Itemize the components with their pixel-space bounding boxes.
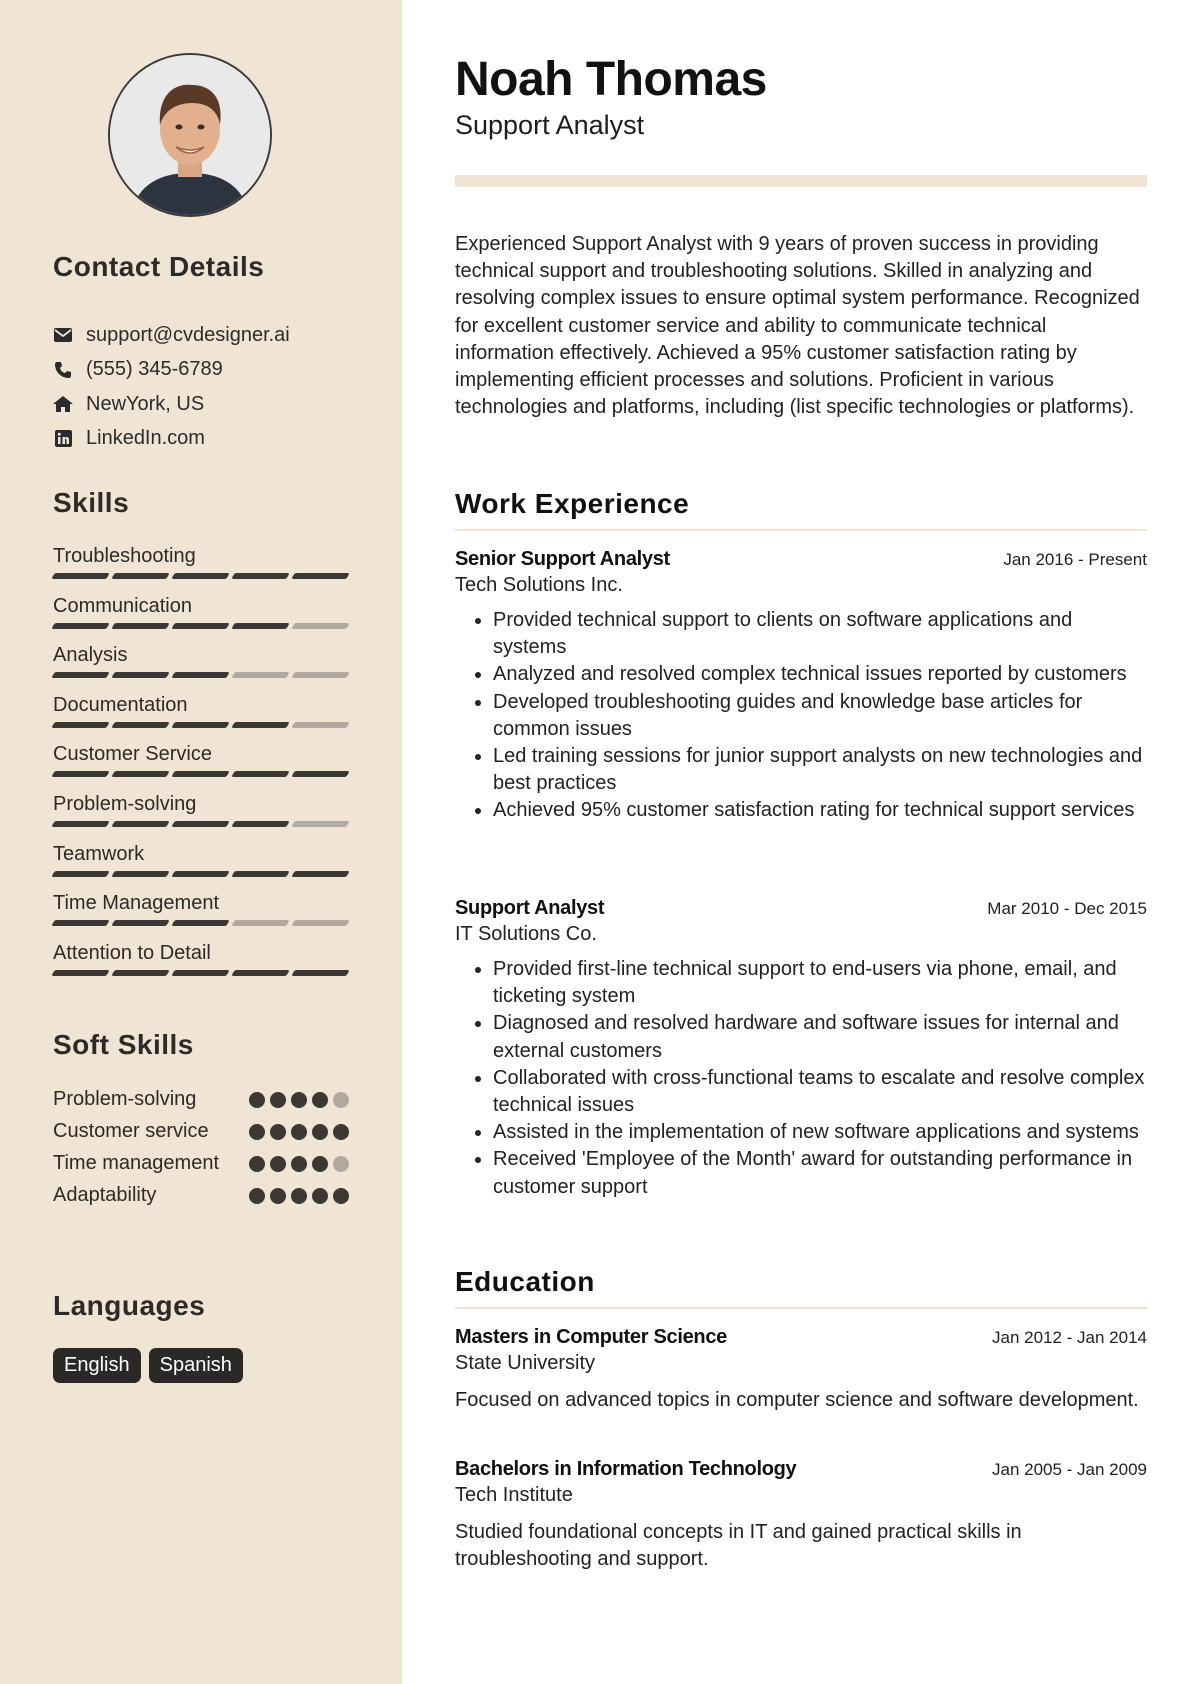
skill-level-bars bbox=[53, 920, 349, 926]
job-bullet: • Developed troubleshooting guides and knowledge base articles for common issues bbox=[493, 689, 1147, 743]
degree-name: Bachelors in Information Technology bbox=[455, 1458, 797, 1480]
skill-level-segment bbox=[231, 970, 289, 976]
soft-skill-item bbox=[53, 1086, 349, 1113]
skill-level-segment bbox=[171, 573, 229, 579]
profile-summary: Experienced Support Analyst with 9 years of proven success in providing technical support and troubleshooting solutions. Skilled in analyzing and resolving complex issues to ensure optimal system performance. Recognized for excellent customer service and ability to communicate technical information effectively. Achieved a 95% customer satisfaction rating by implementing efficient processes and solutions. Proficient in various technologies and platforms, including (list specific technologies or platforms). bbox=[455, 233, 1140, 419]
soft-skill-level-dot bbox=[291, 1124, 307, 1140]
job-role: Senior Support Analyst bbox=[455, 548, 670, 570]
skill-item bbox=[53, 890, 349, 940]
job-bullet: • Diagnosed and resolved hardware and software issues for internal and external customers bbox=[493, 1010, 1147, 1064]
soft-skill-level-dot bbox=[291, 1156, 307, 1172]
avatar bbox=[108, 53, 272, 217]
contact-linkedin[interactable] bbox=[53, 422, 353, 457]
skill-name: Communication bbox=[53, 594, 192, 617]
contact-linkedin-text: LinkedIn.com bbox=[86, 427, 205, 450]
language-badge: Spanish bbox=[149, 1348, 243, 1383]
skill-item bbox=[53, 940, 349, 990]
contact-list bbox=[53, 318, 353, 456]
soft-skill-level-dot bbox=[291, 1092, 307, 1108]
skill-level-bars bbox=[53, 821, 349, 827]
contact-heading: Contact Details bbox=[53, 251, 265, 282]
skill-name: Problem-solving bbox=[53, 792, 197, 815]
skill-level-segment bbox=[291, 920, 349, 926]
skills-list bbox=[53, 543, 349, 989]
soft-skill-level-dot bbox=[333, 1124, 349, 1140]
skill-level-segment bbox=[51, 771, 109, 777]
skill-name: Time Management bbox=[53, 892, 219, 915]
sidebar bbox=[0, 0, 402, 1684]
skill-level-segment bbox=[51, 821, 109, 827]
soft-skill-level-dot bbox=[312, 1188, 328, 1204]
soft-skill-level-dot bbox=[291, 1188, 307, 1204]
skill-level-segment bbox=[291, 771, 349, 777]
skill-level-segment bbox=[111, 920, 169, 926]
skill-level-segment bbox=[111, 970, 169, 976]
contact-phone-text: (555) 345-6789 bbox=[86, 358, 223, 381]
skill-item bbox=[53, 692, 349, 742]
job-bullet: • Achieved 95% customer satisfaction rating for technical support services bbox=[493, 797, 1147, 824]
skill-item bbox=[53, 791, 349, 841]
soft-skill-level-dot bbox=[312, 1124, 328, 1140]
skill-name: Attention to Detail bbox=[53, 941, 211, 964]
skill-level-segment bbox=[171, 623, 229, 629]
home-icon bbox=[53, 394, 73, 414]
soft-skill-level-dot bbox=[270, 1092, 286, 1108]
skill-level-segment bbox=[51, 920, 109, 926]
skill-item bbox=[53, 841, 349, 891]
soft-skill-level-dot bbox=[333, 1092, 349, 1108]
job-bullet: • Received 'Employee of the Month' award for outstanding performance in customer support bbox=[493, 1146, 1147, 1200]
school-name: Tech Institute bbox=[455, 1484, 573, 1506]
profile-name: Noah Thomas bbox=[455, 53, 767, 106]
skill-level-segment bbox=[51, 623, 109, 629]
skill-level-segment bbox=[171, 871, 229, 877]
soft-skill-name: Time management bbox=[53, 1152, 219, 1174]
skill-level-segment bbox=[291, 821, 349, 827]
skill-level-segment bbox=[111, 573, 169, 579]
soft-skill-level-dot bbox=[333, 1188, 349, 1204]
contact-email-text: support@cvdesigner.ai bbox=[86, 323, 290, 346]
skill-level-segment bbox=[291, 970, 349, 976]
skill-item bbox=[53, 593, 349, 643]
skill-name: Customer Service bbox=[53, 743, 212, 766]
skill-level-segment bbox=[231, 573, 289, 579]
language-badge: English bbox=[53, 1348, 141, 1383]
phone-icon bbox=[53, 360, 73, 380]
soft-skill-level-dot bbox=[270, 1124, 286, 1140]
skill-level-bars bbox=[53, 623, 349, 629]
skill-name: Analysis bbox=[53, 644, 128, 667]
soft-skill-name: Adaptability bbox=[53, 1184, 157, 1206]
soft-skill-level-dot bbox=[249, 1156, 265, 1172]
skill-level-segment bbox=[231, 672, 289, 678]
job-bullet: • Analyzed and resolved complex technical issues reported by customers bbox=[493, 661, 1147, 688]
job-company: IT Solutions Co. bbox=[455, 923, 597, 945]
skill-level-segment bbox=[231, 722, 289, 728]
degree-description: Focused on advanced topics in computer science and software development. bbox=[455, 1389, 1139, 1411]
skill-level-segment bbox=[231, 771, 289, 777]
soft-skill-name: Problem-solving bbox=[53, 1088, 197, 1110]
skill-level-segment bbox=[51, 722, 109, 728]
degree-description: Studied foundational concepts in IT and gained practical skills in troubleshooting and support. bbox=[455, 1521, 1022, 1571]
skill-item bbox=[53, 543, 349, 593]
education-entry bbox=[455, 1458, 1147, 1573]
skill-level-segment bbox=[231, 821, 289, 827]
job-company: Tech Solutions Inc. bbox=[455, 574, 623, 596]
education-divider bbox=[455, 1307, 1147, 1309]
soft-skill-level-dots bbox=[249, 1086, 349, 1113]
skill-level-segment bbox=[231, 920, 289, 926]
skill-level-segment bbox=[111, 771, 169, 777]
skill-name: Teamwork bbox=[53, 842, 145, 865]
contact-phone[interactable] bbox=[53, 353, 353, 388]
soft-skill-level-dot bbox=[312, 1092, 328, 1108]
linkedin-icon bbox=[53, 429, 73, 449]
soft-skill-name: Customer service bbox=[53, 1120, 209, 1142]
soft-skill-item bbox=[53, 1118, 349, 1145]
education-entry bbox=[455, 1326, 1147, 1414]
skill-level-bars bbox=[53, 672, 349, 678]
soft-skill-level-dot bbox=[270, 1188, 286, 1204]
skill-level-segment bbox=[111, 672, 169, 678]
skill-level-segment bbox=[111, 821, 169, 827]
soft-skills-heading: Soft Skills bbox=[53, 1029, 194, 1060]
contact-email[interactable] bbox=[53, 318, 353, 353]
job-dates: Jan 2016 - Present bbox=[1003, 550, 1147, 569]
skill-level-segment bbox=[51, 672, 109, 678]
job-bullets bbox=[455, 956, 1147, 1201]
skill-level-bars bbox=[53, 771, 349, 777]
skill-level-segment bbox=[231, 623, 289, 629]
skill-level-segment bbox=[51, 970, 109, 976]
job-bullet: • Provided technical support to clients on software applications and systems bbox=[493, 607, 1147, 661]
soft-skill-level-dots bbox=[249, 1182, 349, 1209]
skill-item bbox=[53, 741, 349, 791]
accent-divider bbox=[455, 175, 1147, 187]
job-dates: Mar 2010 - Dec 2015 bbox=[987, 899, 1147, 918]
skill-level-bars bbox=[53, 573, 349, 579]
skill-level-segment bbox=[111, 871, 169, 877]
skill-name: Documentation bbox=[53, 693, 188, 716]
skill-level-segment bbox=[51, 573, 109, 579]
skill-level-bars bbox=[53, 722, 349, 728]
soft-skill-level-dot bbox=[249, 1124, 265, 1140]
languages-heading: Languages bbox=[53, 1290, 206, 1321]
profile-title: Support Analyst bbox=[455, 110, 645, 140]
skill-level-segment bbox=[171, 970, 229, 976]
soft-skill-level-dot bbox=[312, 1156, 328, 1172]
soft-skill-level-dot bbox=[249, 1188, 265, 1204]
skill-level-bars bbox=[53, 970, 349, 976]
degree-dates: Jan 2012 - Jan 2014 bbox=[991, 1328, 1147, 1347]
skill-level-segment bbox=[231, 871, 289, 877]
envelope-icon bbox=[53, 325, 73, 345]
skill-level-segment bbox=[291, 623, 349, 629]
skill-name: Troubleshooting bbox=[53, 545, 196, 567]
skill-level-bars bbox=[53, 871, 349, 877]
soft-skill-level-dots bbox=[249, 1118, 349, 1145]
work-entry bbox=[455, 548, 1147, 825]
skill-level-segment bbox=[291, 573, 349, 579]
soft-skill-level-dot bbox=[249, 1092, 265, 1108]
contact-location-text: NewYork, US bbox=[86, 392, 205, 415]
skill-level-segment bbox=[111, 722, 169, 728]
skills-heading: Skills bbox=[53, 487, 130, 518]
job-bullets bbox=[455, 607, 1147, 825]
skill-level-segment bbox=[291, 672, 349, 678]
job-bullet: • Provided first-line technical support to end-users via phone, email, and ticketing system bbox=[493, 956, 1147, 1010]
languages-list bbox=[53, 1348, 243, 1383]
job-bullet: • Assisted in the implementation of new software applications and systems bbox=[493, 1119, 1147, 1146]
soft-skill-level-dots bbox=[249, 1150, 349, 1177]
school-name: State University bbox=[455, 1352, 596, 1374]
skill-level-segment bbox=[171, 821, 229, 827]
soft-skill-item bbox=[53, 1182, 349, 1209]
skill-level-segment bbox=[111, 623, 169, 629]
soft-skills-list bbox=[53, 1086, 349, 1214]
skill-level-segment bbox=[171, 920, 229, 926]
work-heading: Work Experience bbox=[455, 488, 690, 519]
degree-dates: Jan 2005 - Jan 2009 bbox=[991, 1460, 1147, 1479]
skill-level-segment bbox=[171, 722, 229, 728]
skill-level-segment bbox=[291, 871, 349, 877]
skill-level-segment bbox=[291, 722, 349, 728]
skill-level-segment bbox=[171, 672, 229, 678]
job-bullet: • Led training sessions for junior support analysts on new technologies and best practices bbox=[493, 743, 1147, 797]
skill-level-segment bbox=[171, 771, 229, 777]
soft-skill-level-dot bbox=[270, 1156, 286, 1172]
avatar-portrait-icon bbox=[110, 55, 270, 215]
skill-item bbox=[53, 642, 349, 692]
skill-level-segment bbox=[51, 871, 109, 877]
education-heading: Education bbox=[455, 1266, 595, 1297]
contact-location bbox=[53, 387, 353, 422]
job-bullet: • Collaborated with cross-functional teams to escalate and resolve complex technical issues bbox=[493, 1065, 1147, 1119]
work-entry bbox=[455, 897, 1147, 1201]
soft-skill-level-dot bbox=[333, 1156, 349, 1172]
work-divider bbox=[455, 529, 1147, 531]
job-role: Support Analyst bbox=[455, 897, 605, 919]
soft-skill-item bbox=[53, 1150, 349, 1177]
degree-name: Masters in Computer Science bbox=[455, 1326, 727, 1348]
